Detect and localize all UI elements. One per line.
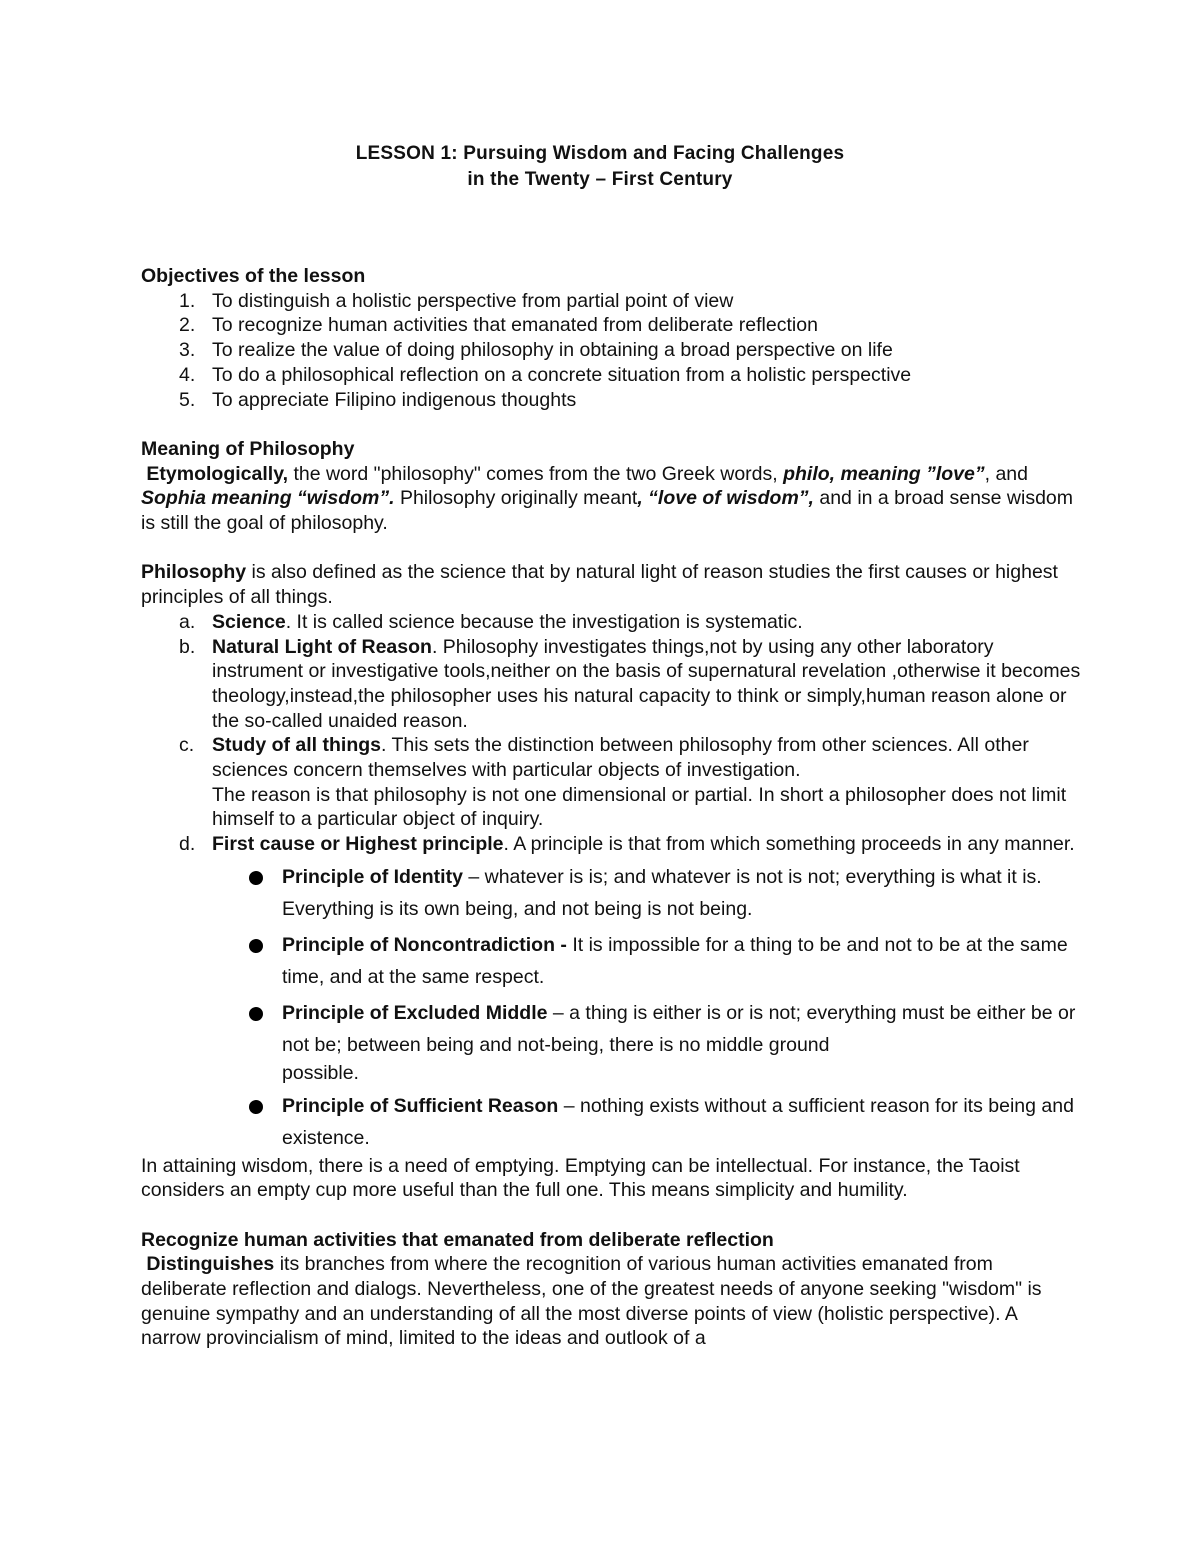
list-number: 4.: [179, 363, 196, 386]
philosophy-term: Philosophy: [141, 561, 247, 584]
principle-tail: possible.: [282, 1061, 359, 1084]
list-item-text: To distinguish a holistic perspective from partial point of view: [212, 289, 734, 312]
philo-term: philo, meaning ”love”: [783, 462, 985, 485]
list-item-text: . A principle is that from which something proceeds in any manner.: [503, 833, 1075, 856]
document-body: [141, 264, 1081, 1351]
principle-term: Principle of Noncontradiction -: [282, 933, 567, 956]
list-number: 5.: [179, 388, 196, 411]
text-run: its branches from where the recognition of various human activities emanated from deliberate reflection and dialogs. Nevertheless, one of the greatest needs of anyone seeking "wisdom" is genuine sympathy and an understanding of all the most diverse points of view (holistic perspective). A narrow provincialism of mind, limited to the ideas and outlook of a: [141, 1253, 1042, 1350]
list-item: [141, 610, 1081, 635]
list-item-extra: The reason is that philosophy is not one dimensional or partial. In short a philosopher does not limit himself to a particular object of inquiry.: [212, 783, 1067, 831]
objectives-list: [141, 289, 1081, 413]
emptying-paragraph: In attaining wisdom, there is a need of emptying. Emptying can be intellectual. For instance, the Taoist considers an empty cup more useful than the full one. This means simplicity and humility.: [141, 1154, 1020, 1202]
bullet-icon: [249, 1007, 263, 1021]
objectives-heading: Objectives of the lesson: [141, 265, 366, 287]
principle-term: Principle of Identity: [282, 865, 463, 888]
definition-list: [141, 610, 1081, 857]
list-item-text: To recognize human activities that emanated from deliberate reflection: [212, 314, 818, 337]
text-run: , and: [984, 462, 1028, 485]
list-item-text: . It is called science because the investigation is systematic.: [285, 610, 803, 633]
text-run: Philosophy originally meant: [394, 487, 638, 510]
list-letter: c.: [179, 734, 195, 757]
etymology-term: Etymologically,: [146, 462, 289, 485]
list-item: [141, 388, 1081, 413]
list-item: [141, 832, 1081, 857]
list-term: Science: [212, 610, 286, 633]
list-item: [141, 363, 1081, 388]
list-letter: d.: [179, 833, 196, 856]
principles-list: [141, 861, 1081, 1154]
principle-item: [141, 997, 1081, 1086]
etymology-paragraph: [141, 462, 1081, 536]
recognize-heading: Recognize human activities that emanated from deliberate reflection: [141, 1228, 774, 1251]
principle-text: – whatever is is; and whatever is not is not; everything is what it is. Everything is its own being, and not being is not being.: [282, 865, 1042, 920]
text-run: and in a broad sense wisdom is still the goal of philosophy.: [141, 487, 1074, 535]
list-item: [141, 313, 1081, 338]
list-number: 3.: [179, 339, 196, 362]
principle-item: [141, 1090, 1081, 1154]
list-item-text: To realize the value of doing philosophy in obtaining a broad perspective on life: [212, 339, 893, 362]
list-item: [141, 733, 1081, 832]
sophia-term: Sophia meaning “wisdom”.: [141, 487, 395, 510]
principle-term: Principle of Sufficient Reason: [282, 1094, 559, 1117]
list-item: [141, 289, 1081, 314]
bullet-icon: [249, 939, 263, 953]
principle-text: It is impossible for a thing to be and not to be at the same time, and at the same respect.: [282, 933, 1068, 988]
bullet-icon: [249, 871, 263, 885]
list-item: [141, 635, 1081, 734]
principle-item: [141, 929, 1081, 993]
list-number: 2.: [179, 314, 196, 337]
principle-text: – nothing exists without a sufficient reason for its being and existence.: [282, 1094, 1074, 1149]
principle-term: Principle of Excluded Middle: [282, 1001, 548, 1024]
lesson-title: LESSON 1: Pursuing Wisdom and Facing Challenges: [355, 143, 845, 164]
list-letter: b.: [179, 635, 196, 658]
list-item-text: To do a philosophical reflection on a concrete situation from a holistic perspective: [212, 363, 912, 386]
list-number: 1.: [179, 289, 196, 312]
list-item-text: . This sets the distinction between philosophy from other sciences. All other sciences concern themselves with particular objects of investigation.: [212, 734, 1029, 782]
list-term: Natural Light of Reason: [212, 635, 432, 658]
definition-paragraph: [141, 560, 1081, 609]
text-run: is also defined as the science that by natural light of reason studies the first causes or highest principles of all things.: [141, 561, 1058, 609]
list-item: [141, 338, 1081, 363]
principle-text: – a thing is either is or is not; everything must be either be or not be; between being and not-being, there is no middle ground: [282, 1001, 1076, 1056]
text-run: the word "philosophy" comes from the two Greek words,: [288, 462, 784, 485]
love-of-wisdom-term: , “love of wisdom”,: [637, 487, 814, 510]
distinguishes-term: Distinguishes: [146, 1253, 275, 1276]
list-item-text: . Philosophy investigates things,not by using any other laboratory instrument or investigative tools,neither on the basis of supernatural revelation ,otherwise it becomes theology,instead,the philosopher uses his natural capacity to think or simply,human reason alone or the so-called unaided reason.: [212, 635, 1081, 732]
list-letter: a.: [179, 610, 196, 633]
recognize-paragraph: [141, 1252, 1081, 1351]
bullet-icon: [249, 1100, 263, 1114]
lesson-subtitle: in the Twenty – First Century: [467, 169, 733, 190]
list-term: Study of all things: [212, 734, 381, 757]
principle-item: [141, 861, 1081, 925]
list-term: First cause or Highest principle: [212, 833, 504, 856]
list-item-text: To appreciate Filipino indigenous thoughts: [212, 388, 577, 411]
meaning-heading: Meaning of Philosophy: [141, 437, 355, 460]
